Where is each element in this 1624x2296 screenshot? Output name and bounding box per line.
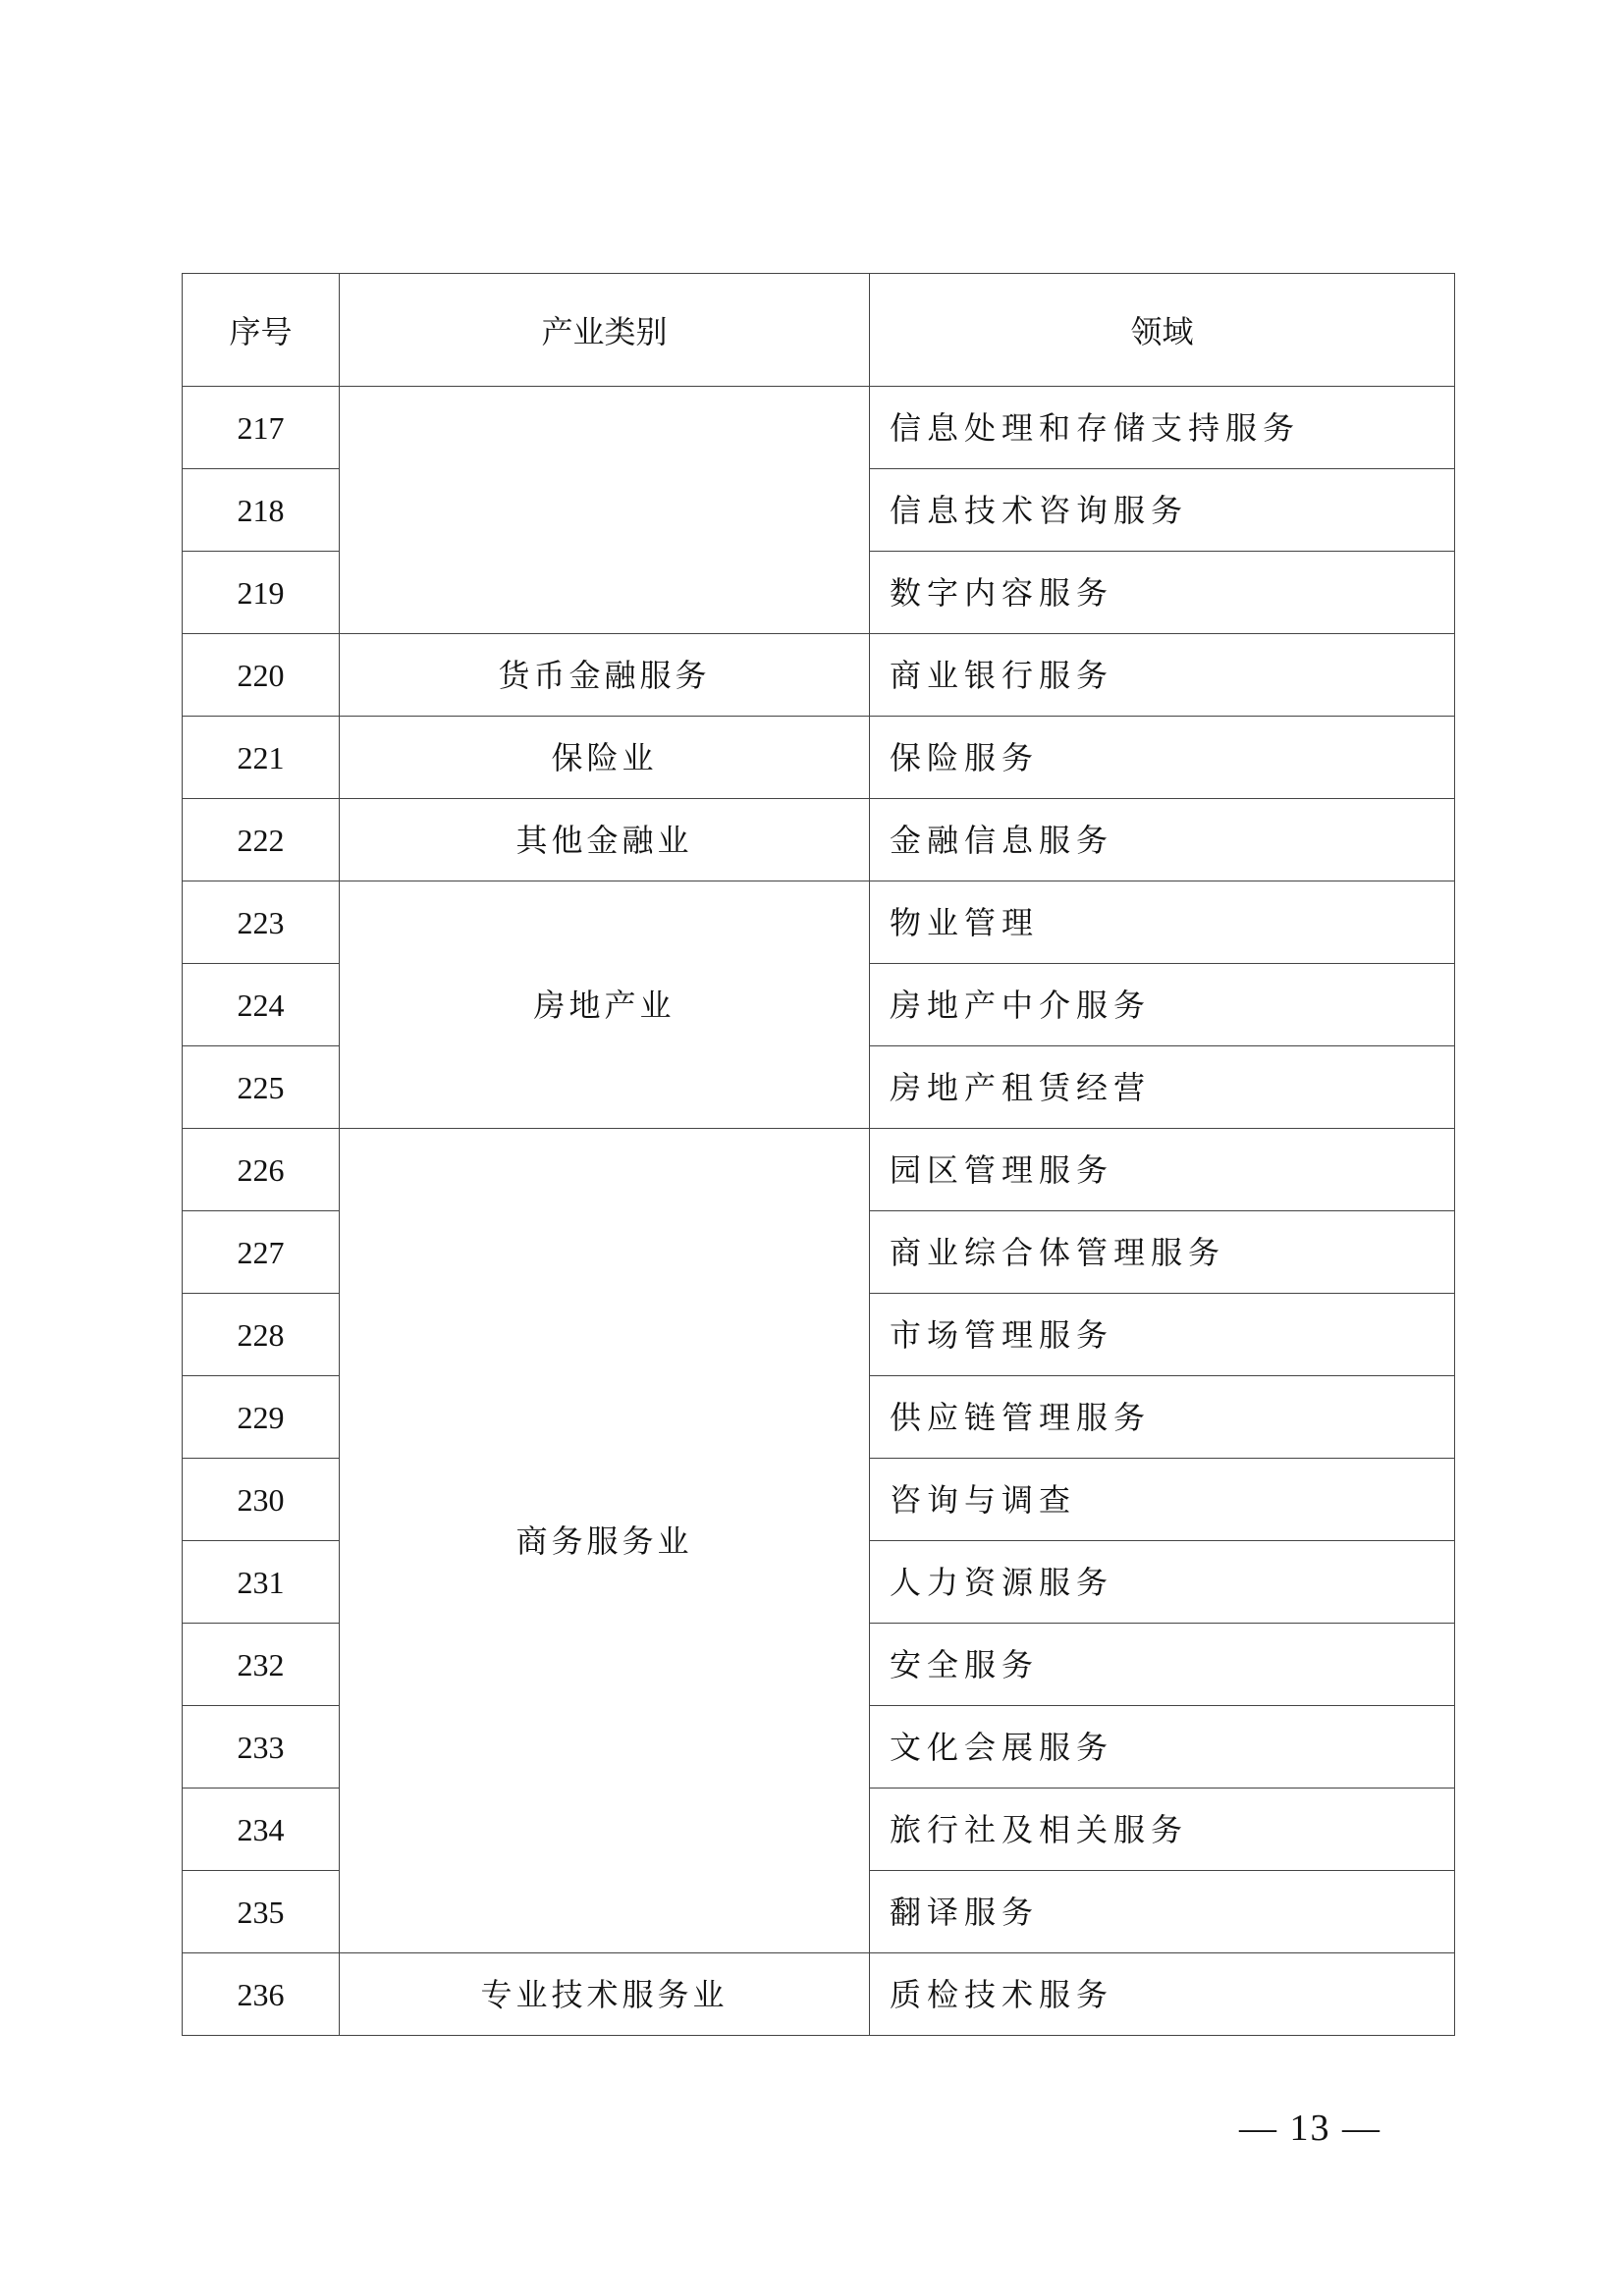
field-cell: 园区管理服务 [870,1129,1455,1211]
table-row [183,717,1455,799]
field-cell: 咨询与调查 [870,1459,1455,1541]
table-row [183,881,1455,964]
field-cell: 房地产租赁经营 [870,1046,1455,1129]
row-number: 236 [183,1953,340,2036]
row-number: 220 [183,634,340,717]
row-number: 223 [183,881,340,964]
field-cell: 物业管理 [870,881,1455,964]
row-number: 235 [183,1871,340,1953]
row-number: 233 [183,1706,340,1789]
row-number: 225 [183,1046,340,1129]
field-cell: 翻译服务 [870,1871,1455,1953]
header-field: 领域 [870,274,1455,387]
table-row [183,634,1455,717]
row-number: 228 [183,1294,340,1376]
field-cell: 质检技术服务 [870,1953,1455,2036]
row-number: 224 [183,964,340,1046]
category-cell-empty [340,387,870,634]
row-number: 227 [183,1211,340,1294]
field-cell: 商业银行服务 [870,634,1455,717]
field-cell: 供应链管理服务 [870,1376,1455,1459]
row-number: 234 [183,1789,340,1871]
field-cell: 商业综合体管理服务 [870,1211,1455,1294]
header-number: 序号 [183,274,340,387]
field-cell: 数字内容服务 [870,552,1455,634]
row-number: 222 [183,799,340,881]
category-cell: 其他金融业 [340,799,870,881]
row-number: 230 [183,1459,340,1541]
row-number: 219 [183,552,340,634]
field-cell: 市场管理服务 [870,1294,1455,1376]
table-row [183,799,1455,881]
table-row [183,1129,1455,1211]
category-cell: 专业技术服务业 [340,1953,870,2036]
table-row [183,1953,1455,2036]
row-number: 232 [183,1624,340,1706]
field-cell: 保险服务 [870,717,1455,799]
row-number: 218 [183,469,340,552]
category-cell: 保险业 [340,717,870,799]
header-category: 产业类别 [340,274,870,387]
field-cell: 人力资源服务 [870,1541,1455,1624]
row-number: 229 [183,1376,340,1459]
page-number: — 13 — [1239,2108,1381,2149]
category-cell: 货币金融服务 [340,634,870,717]
category-cell: 商务服务业 [340,1129,870,1953]
field-cell: 安全服务 [870,1624,1455,1706]
field-cell: 信息处理和存储支持服务 [870,387,1455,469]
category-cell: 房地产业 [340,881,870,1129]
row-number: 226 [183,1129,340,1211]
table-header-row [183,274,1455,387]
field-cell: 房地产中介服务 [870,964,1455,1046]
field-cell: 文化会展服务 [870,1706,1455,1789]
field-cell: 信息技术咨询服务 [870,469,1455,552]
row-number: 231 [183,1541,340,1624]
row-number: 217 [183,387,340,469]
industry-table [182,273,1455,2036]
row-number: 221 [183,717,340,799]
field-cell: 旅行社及相关服务 [870,1789,1455,1871]
field-cell: 金融信息服务 [870,799,1455,881]
table-row [183,387,1455,469]
